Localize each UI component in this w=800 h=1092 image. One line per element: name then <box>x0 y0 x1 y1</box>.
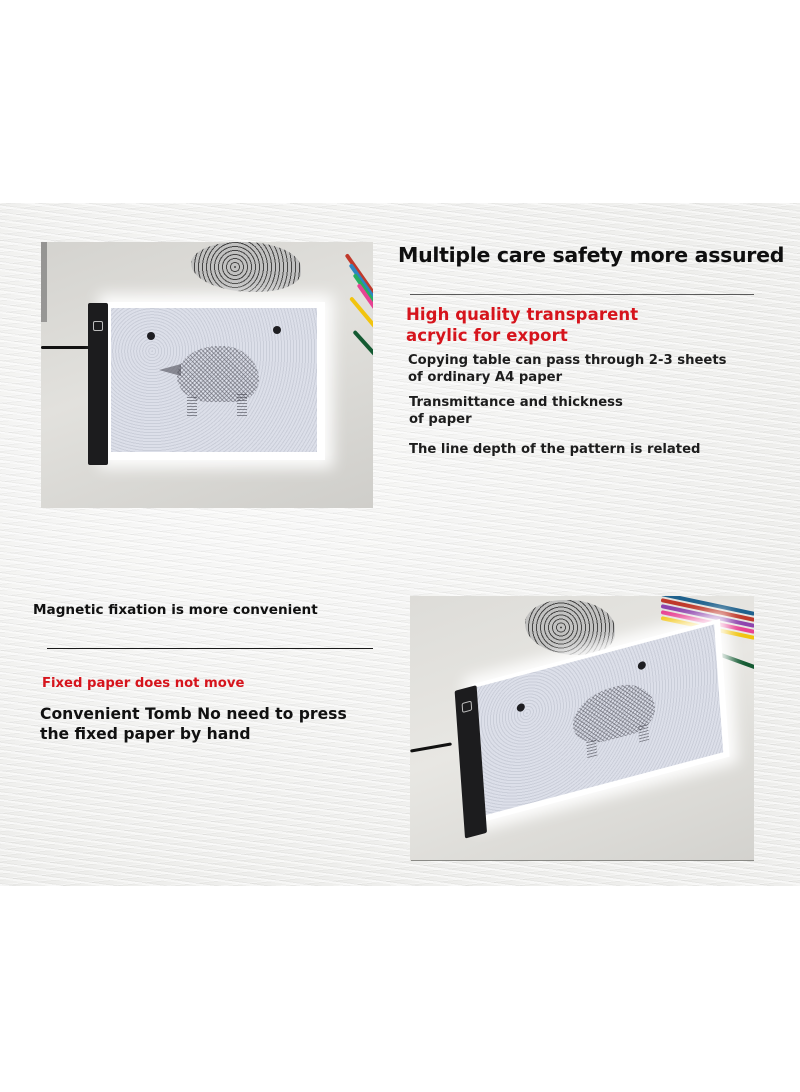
light-pad-control-bar <box>88 303 108 465</box>
rhino-leg <box>237 394 247 416</box>
magnet-left <box>147 332 155 340</box>
light-pad-angled <box>450 596 753 823</box>
usb-cable <box>41 346 91 349</box>
desk-edge <box>41 242 47 322</box>
divider-top <box>410 294 754 295</box>
bullet-line-depth: The line depth of the pattern is related <box>409 442 701 457</box>
divider-bottom <box>47 648 373 649</box>
highlight-fixed-paper: Fixed paper does not move <box>42 676 245 691</box>
usb-cable <box>410 742 452 752</box>
rhino-leg <box>638 722 649 742</box>
colored-pencils <box>336 252 373 372</box>
product-photo-bottom <box>410 596 754 861</box>
bullet-transmittance: Transmittance and thickness of paper <box>409 395 623 427</box>
rhino-leg <box>187 396 197 416</box>
highlight-acrylic: High quality transparent acrylic for export <box>406 305 639 345</box>
rhino-leg <box>586 738 597 758</box>
touch-button-icon <box>462 701 473 713</box>
touch-button-icon <box>93 321 103 331</box>
section-heading-safety: Multiple care safety more assured <box>398 243 785 267</box>
section-heading-magnetic: Magnetic fixation is more convenient <box>33 602 318 618</box>
light-pad-surface <box>111 308 317 452</box>
magnet-right <box>638 661 647 671</box>
magnet-right <box>273 326 281 334</box>
product-photo-top <box>41 242 373 508</box>
rhino-sketch-paper <box>191 242 301 292</box>
body-convenient: Convenient Tomb No need to press the fixed paper by hand <box>40 705 347 743</box>
rhino-horn <box>159 364 181 376</box>
photo-bottom-border <box>411 860 754 861</box>
magnet-left <box>517 703 526 713</box>
bullet-copying-table: Copying table can pass through 2-3 sheets of ordinary A4 paper <box>408 353 727 385</box>
